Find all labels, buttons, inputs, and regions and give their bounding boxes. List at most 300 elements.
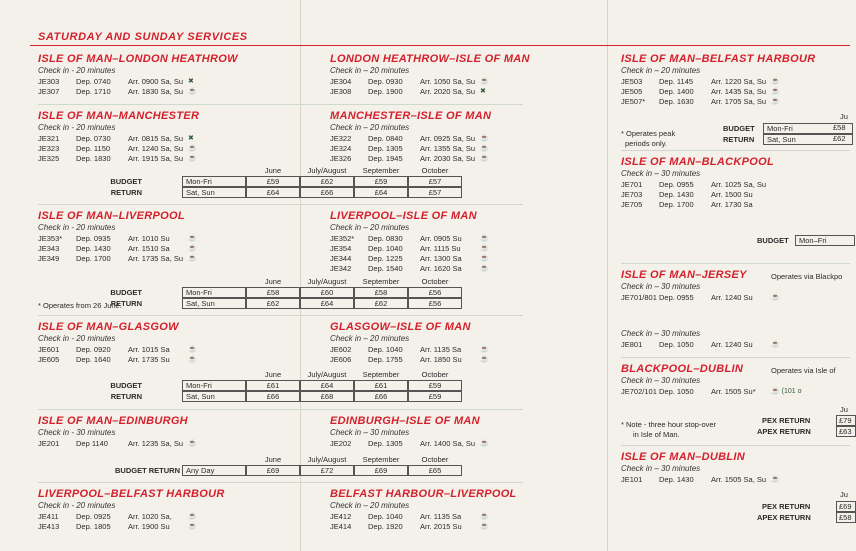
flight-number: JE413: [38, 522, 60, 531]
route-title: ISLE OF MAN–BLACKPOOL: [621, 156, 774, 168]
arrival-time: Arr. 1900 Su: [128, 522, 170, 531]
flight-number: JE503: [621, 77, 643, 86]
departure-time: Dep. 0935: [76, 234, 111, 243]
flight-row: [621, 87, 850, 97]
fare-price: £57: [408, 176, 462, 187]
meal-icon: ☕: [480, 78, 489, 85]
month-header: September: [362, 370, 400, 379]
route-title: MANCHESTER–ISLE OF MAN: [330, 110, 492, 122]
price-table-glasgow: [110, 370, 460, 404]
month-header: September: [362, 277, 400, 286]
month-header: June: [264, 370, 282, 379]
flight-row: [38, 154, 298, 164]
departure-time: Dep. 1700: [659, 200, 694, 209]
flight-row: [330, 77, 590, 87]
departure-time: Dep. 1920: [368, 522, 403, 531]
flight-number: JE414: [330, 522, 352, 531]
departure-time: Dep. 0925: [76, 512, 111, 521]
fare-price: £69: [354, 465, 408, 476]
departure-time: Dep. 1830: [76, 154, 111, 163]
departure-time: Dep. 1755: [368, 355, 403, 364]
fare-price: £57: [408, 187, 462, 198]
arrival-time: Arr. 1505 Sa, Su: [711, 475, 767, 484]
flight-row: [38, 77, 298, 87]
flight-row: [621, 340, 850, 350]
arrival-time: Arr. 1300 Sa: [420, 254, 462, 263]
route-iom-dublin: [621, 451, 850, 485]
flight-number: JE352*: [330, 234, 355, 243]
flight-number: JE303: [38, 77, 60, 86]
fare-days: Sat, Sun: [182, 187, 246, 198]
route-title: ISLE OF MAN–BELFAST HARBOUR: [621, 53, 816, 65]
route-liverpool-belfast: [38, 488, 298, 532]
route-title: ISLE OF MAN–DUBLIN: [621, 451, 745, 463]
section-divider: [621, 263, 850, 264]
footnote: * Operates from 26 June.: [38, 301, 122, 310]
arrival-time: Arr. 1135 Sa: [420, 345, 462, 354]
meal-icon: ☕: [480, 356, 489, 363]
fare-price: £68: [300, 391, 354, 402]
flight-row: [38, 522, 298, 532]
departure-time: Dep. 1805: [76, 522, 111, 531]
flight-row: [621, 387, 850, 397]
route-glasgow-iom: [330, 321, 590, 365]
flight-row: [38, 254, 298, 264]
fare-price: £64: [300, 380, 354, 391]
meal-icon: ✖: [188, 135, 194, 142]
checkin-time: Check in – 30 minutes: [621, 169, 701, 178]
arrival-time: Arr. 1220 Sa, Su: [711, 77, 767, 86]
meal-icon: ☕: [188, 255, 197, 262]
departure-time: Dep. 0920: [76, 345, 111, 354]
fare-label: BUDGET: [723, 124, 755, 133]
departure-time: Dep. 1305: [368, 144, 403, 153]
flight-number: JE344: [330, 254, 352, 263]
meal-icon: ☕: [480, 346, 489, 353]
checkin-time: Check in – 20 minutes: [330, 334, 410, 343]
route-iom-blackpool: [621, 156, 850, 210]
flight-row: [38, 234, 298, 244]
arrival-time: Arr. 1620 Sa: [420, 264, 462, 273]
fare-price: £59: [354, 176, 408, 187]
meal-icon: ☕: [188, 88, 197, 95]
meal-icon: ☕: [480, 135, 489, 142]
fare-price: £58: [354, 287, 408, 298]
route-london-heathrow-iom: [330, 53, 590, 97]
departure-time: Dep. 1150: [76, 144, 111, 153]
fare-price: £62: [354, 298, 408, 309]
arrival-time: Arr. 1050 Sa, Su: [420, 77, 476, 86]
title-rule: [30, 45, 850, 46]
flight-row: [330, 134, 590, 144]
arrival-time: Arr. 0815 Sa, Su: [128, 134, 184, 143]
departure-time: Dep. 0955: [659, 293, 694, 302]
flight-row: [38, 87, 298, 97]
departure-time: Dep. 1050: [659, 340, 694, 349]
month-header: October: [421, 370, 449, 379]
flight-number: JE412: [330, 512, 352, 521]
arrival-time: Arr. 1850 Su: [420, 355, 462, 364]
arrival-time: Arr. 1400 Sa, Su: [420, 439, 476, 448]
meal-icon: ☕: [480, 145, 489, 152]
flight-row: [621, 77, 850, 87]
checkin-time: Check in – 30 minutes: [621, 464, 701, 473]
page-title: SATURDAY AND SUNDAY SERVICES: [38, 31, 248, 43]
arrival-time: Arr. 1135 Sa: [420, 512, 462, 521]
checkin-time: Check in – 30 minutes: [621, 376, 701, 385]
fare-price: £61: [354, 380, 408, 391]
checkin-time: Check in - 20 minutes: [38, 66, 116, 75]
month-header: June: [264, 455, 282, 464]
section-divider: [38, 315, 523, 316]
fare-price: £59: [408, 380, 462, 391]
route-edinburgh-iom: [330, 415, 590, 449]
footnote: * Note - three hour stop-over: [621, 420, 717, 429]
meal-icon: ☕: [480, 513, 489, 520]
meal-icon: ☕: [771, 98, 780, 105]
footnote: * Operates peak: [621, 129, 676, 138]
departure-time: Dep. 1225: [368, 254, 403, 263]
route-title: ISLE OF MAN–JERSEY: [621, 269, 747, 281]
meal-icon: ☕: [188, 356, 197, 363]
fare-label: PEX RETURN: [762, 502, 811, 511]
fare-price: £66: [300, 187, 354, 198]
month-header: June: [264, 277, 282, 286]
meal-icon: ☕: [480, 255, 489, 262]
meal-icon: ☕: [771, 88, 780, 95]
meal-icon: ☕: [188, 523, 197, 530]
meal-icon: ☕: [771, 341, 780, 348]
meal-icon: ☕: [480, 155, 489, 162]
meal-icon: ☕: [480, 440, 489, 447]
month-header: July/August: [307, 277, 347, 286]
month-header: Ju: [840, 112, 848, 121]
fare-label: APEX RETURN: [757, 427, 811, 436]
meal-icon: ☕: [480, 523, 489, 530]
flight-row: [330, 355, 590, 365]
flight-row: [330, 345, 590, 355]
flight-number: JE201: [38, 439, 60, 448]
meal-icon: ☕: [771, 78, 780, 85]
meal-icon: ✖: [188, 78, 194, 85]
route-title: EDINBURGH–ISLE OF MAN: [330, 415, 480, 427]
flight-row: [38, 439, 298, 449]
arrival-time: Arr. 1435 Sa, Su: [711, 87, 767, 96]
route-iom-edinburgh: [38, 415, 298, 449]
fare-days: Sat, Sun: [763, 134, 853, 145]
fare-days: Mon-Fri: [763, 123, 853, 134]
departure-time: Dep. 1640: [76, 355, 111, 364]
footnote: in Isle of Man.: [633, 430, 680, 439]
month-header: Ju: [840, 405, 848, 414]
fare-days: Any Day: [182, 465, 246, 476]
departure-time: Dep. 1430: [76, 244, 111, 253]
checkin-time: Check in – 20 minutes: [330, 501, 410, 510]
month-header: September: [362, 166, 400, 175]
price-table-liverpool: [110, 277, 460, 311]
flight-number: JE325: [38, 154, 60, 163]
route-title: ISLE OF MAN–MANCHESTER: [38, 110, 200, 122]
fare-price: £64: [300, 298, 354, 309]
section-divider: [621, 150, 850, 151]
month-header: October: [421, 277, 449, 286]
flight-row: [38, 345, 298, 355]
route-note: Operates via Isle of: [771, 366, 836, 375]
checkin-time: Check in – 30 minutes: [621, 329, 701, 338]
fare-price: £63: [836, 426, 856, 437]
fare-price: £59: [408, 391, 462, 402]
flight-number: JE101: [621, 475, 643, 484]
fare-price: £79: [836, 415, 856, 426]
fare-days: Sat, Sun: [182, 298, 246, 309]
arrival-time: Arr. 2020 Sa, Su: [420, 87, 476, 96]
section-divider: [38, 104, 523, 105]
flight-number: JE308: [330, 87, 352, 96]
route-iom-manchester: [38, 110, 298, 164]
arrival-time: Arr. 1730 Sa: [711, 200, 753, 209]
arrival-time: Arr. 1240 Su: [711, 340, 753, 349]
departure-time: Dep. 1040: [368, 512, 403, 521]
fare-price: £60: [300, 287, 354, 298]
fare-label: RETURN: [110, 392, 142, 401]
month-header: July/August: [307, 166, 347, 175]
departure-time: Dep. 1050: [659, 387, 694, 396]
departure-time: Dep. 1630: [659, 97, 694, 106]
checkin-time: Check in – 20 minutes: [330, 223, 410, 232]
fare-days: Sat, Sun: [182, 391, 246, 402]
route-title: GLASGOW–ISLE OF MAN: [330, 321, 471, 333]
flight-number: JE326: [330, 154, 352, 163]
section-divider: [621, 445, 850, 446]
flight-number: JE701: [621, 180, 643, 189]
fare-price: £64: [246, 187, 300, 198]
flight-number: JE321: [38, 134, 60, 143]
fare-price: £65: [408, 465, 462, 476]
month-header: October: [421, 455, 449, 464]
flight-row: [621, 200, 850, 210]
flight-row: [38, 244, 298, 254]
month-header: June: [264, 166, 282, 175]
flight-row: [330, 254, 590, 264]
flight-number: JE601: [38, 345, 60, 354]
meal-icon: ☕: [480, 245, 489, 252]
arrival-time: Arr. 1830 Sa, Su: [128, 87, 184, 96]
arrival-time: Arr. 1505 Su*: [711, 387, 756, 396]
checkin-time: Check in – 20 minutes: [330, 66, 410, 75]
section-divider: [38, 482, 523, 483]
flight-number: JE353*: [38, 234, 63, 243]
fare-days: Mon-Fri: [182, 176, 246, 187]
meal-icon: ☕: [771, 476, 780, 483]
arrival-time: Arr. 1020 Sa,: [128, 512, 172, 521]
route-note: Operates via Blackpo: [771, 272, 843, 281]
section-divider: [621, 357, 850, 358]
fare-days: Mon-Fri: [182, 380, 246, 391]
departure-time: Dep. 1305: [368, 439, 403, 448]
arrival-time: Arr. 2015 Su: [420, 522, 462, 531]
flight-number: JE343: [38, 244, 60, 253]
checkin-time: Check in - 20 minutes: [38, 334, 116, 343]
flight-row: [621, 180, 850, 190]
checkin-time: Check in - 30 minutes: [38, 428, 116, 437]
flight-number: JE507*: [621, 97, 646, 106]
arrival-time: Arr. 1705 Sa, Su: [711, 97, 767, 106]
flight-number: JE324: [330, 144, 352, 153]
checkin-time: Check in - 20 minutes: [38, 223, 116, 232]
meal-icon: ☕: [188, 346, 197, 353]
flight-number: JE322: [330, 134, 352, 143]
route-title: ISLE OF MAN–LONDON HEATHROW: [38, 53, 238, 65]
departure-time: Dep. 1700: [76, 254, 111, 263]
route-iom-liverpool: [38, 210, 298, 264]
checkin-time: Check in - 20 minutes: [38, 501, 116, 510]
month-header: July/August: [307, 455, 347, 464]
arrival-time: Arr. 0925 Sa, Su: [420, 134, 476, 143]
departure-time: Dep. 0740: [76, 77, 111, 86]
arrival-time: Arr. 1235 Sa, Su: [128, 439, 184, 448]
meal-icon: ☕: [188, 235, 197, 242]
fare-label: BUDGET: [110, 381, 142, 390]
departure-time: Dep. 1945: [368, 154, 403, 163]
fare-label: RETURN: [110, 299, 142, 308]
departure-time: Dep. 1710: [76, 87, 111, 96]
arrival-time: Arr. 1735 Su: [128, 355, 170, 364]
departure-time: Dep. 0955: [659, 180, 694, 189]
fare-price: £66: [246, 391, 300, 402]
fare-price: £62: [246, 298, 300, 309]
flight-row: [330, 234, 590, 244]
checkin-time: Check in – 20 minutes: [330, 123, 410, 132]
flight-row: [330, 512, 590, 522]
flight-number: JE411: [38, 512, 59, 521]
arrival-time: Arr. 2030 Sa, Su: [420, 154, 476, 163]
flight-number: JE702/101: [621, 387, 657, 396]
arrival-time: Arr. 1510 Sa: [128, 244, 170, 253]
fare-label: BUDGET: [757, 236, 789, 245]
departure-time: Dep. 1040: [368, 244, 403, 253]
price-table-manchester: [110, 166, 460, 200]
fare-price: £58: [833, 123, 846, 132]
flight-number: JE342: [330, 264, 352, 273]
flight-number: JE307: [38, 87, 60, 96]
departure-time: Dep. 1900: [368, 87, 403, 96]
flight-row: [621, 97, 850, 107]
departure-time: Dep. 1430: [659, 190, 694, 199]
route-blackpool-dublin: [621, 363, 850, 397]
departure-time: Dep. 0840: [368, 134, 403, 143]
fare-label: RETURN: [723, 135, 755, 144]
meal-icon: ☕: [188, 440, 197, 447]
arrival-time: Arr. 0905 Su: [420, 234, 462, 243]
route-manchester-iom: [330, 110, 590, 164]
month-header: July/August: [307, 370, 347, 379]
flight-row: [330, 144, 590, 154]
meal-icon: ☕: [188, 513, 197, 520]
flight-number: JE505: [621, 87, 643, 96]
flight-number: JE605: [38, 355, 60, 364]
flight-number: JE349: [38, 254, 60, 263]
departure-time: Dep. 1400: [659, 87, 694, 96]
fare-price: £58: [836, 512, 856, 523]
flight-row: [621, 475, 850, 485]
flight-row: [38, 355, 298, 365]
fare-label: PEX RETURN: [762, 416, 811, 425]
checkin-time: Check in – 20 minutes: [621, 66, 701, 75]
arrival-time: Arr. 1115 Su: [420, 244, 461, 253]
arrival-time: Arr. 0900 Sa, Su: [128, 77, 184, 86]
route-jersey-iom: [621, 328, 850, 350]
flight-row: [330, 244, 590, 254]
section-divider: [38, 409, 523, 410]
flight-number: JE354: [330, 244, 352, 253]
arrival-time: Arr. 1355 Sa, Su: [420, 144, 476, 153]
flight-number: JE202: [330, 439, 352, 448]
departure-time: Dep 1140: [76, 439, 108, 448]
arrival-time: Arr. 1500 Su: [711, 190, 753, 199]
footnote: periods only.: [625, 139, 667, 148]
arrival-time: Arr. 1240 Su: [711, 293, 753, 302]
price-table-edinburgh: [115, 455, 460, 479]
route-title: ISLE OF MAN–GLASGOW: [38, 321, 179, 333]
fare-price: £56: [408, 298, 462, 309]
fare-label: BUDGET: [110, 177, 142, 186]
checkin-time: Check in – 30 minutes: [330, 428, 410, 437]
meal-icon: ☕ (101 o: [771, 388, 802, 395]
meal-icon: ✖: [480, 88, 486, 95]
fare-label: BUDGET RETURN: [115, 466, 180, 475]
fare-price: £62: [300, 176, 354, 187]
flight-row: [330, 154, 590, 164]
flight-row: [38, 134, 298, 144]
arrival-time: Arr. 1025 Sa, Su: [711, 180, 767, 189]
fare-days: Mon–Fri: [795, 235, 855, 246]
flight-row: [330, 264, 590, 274]
fare-label: BUDGET: [110, 288, 142, 297]
route-iom-glasgow: [38, 321, 298, 365]
departure-time: Dep. 0930: [368, 77, 403, 86]
flight-row: [621, 293, 850, 303]
departure-time: Dep. 0730: [76, 134, 111, 143]
section-divider: [38, 204, 523, 205]
flight-row: [38, 144, 298, 154]
route-iom-jersey: [621, 269, 850, 303]
route-iom-belfast: [621, 53, 850, 107]
route-belfast-liverpool: [330, 488, 590, 532]
flight-row: [330, 439, 590, 449]
month-header: October: [421, 166, 449, 175]
meal-icon: ☕: [771, 294, 780, 301]
flight-number: JE701/801: [621, 293, 657, 302]
route-title: ISLE OF MAN–LIVERPOOL: [38, 210, 185, 222]
fare-label: APEX RETURN: [757, 513, 811, 522]
fare-price: £59: [246, 176, 300, 187]
fare-price: £64: [354, 187, 408, 198]
route-title: BELFAST HARBOUR–LIVERPOOL: [330, 488, 517, 500]
checkin-time: Check in – 30 minutes: [621, 282, 701, 291]
meal-icon: ☕: [188, 155, 197, 162]
flight-number: JE606: [330, 355, 352, 364]
departure-time: Dep. 0830: [368, 234, 403, 243]
fare-price: £69: [836, 501, 856, 512]
page-fold: [607, 0, 608, 551]
departure-time: Dep. 1430: [659, 475, 694, 484]
fare-price: £58: [246, 287, 300, 298]
route-title: BLACKPOOL–DUBLIN: [621, 363, 744, 375]
flight-row: [621, 190, 850, 200]
fare-label: RETURN: [110, 188, 142, 197]
month-header: September: [362, 455, 400, 464]
flight-row: [38, 512, 298, 522]
